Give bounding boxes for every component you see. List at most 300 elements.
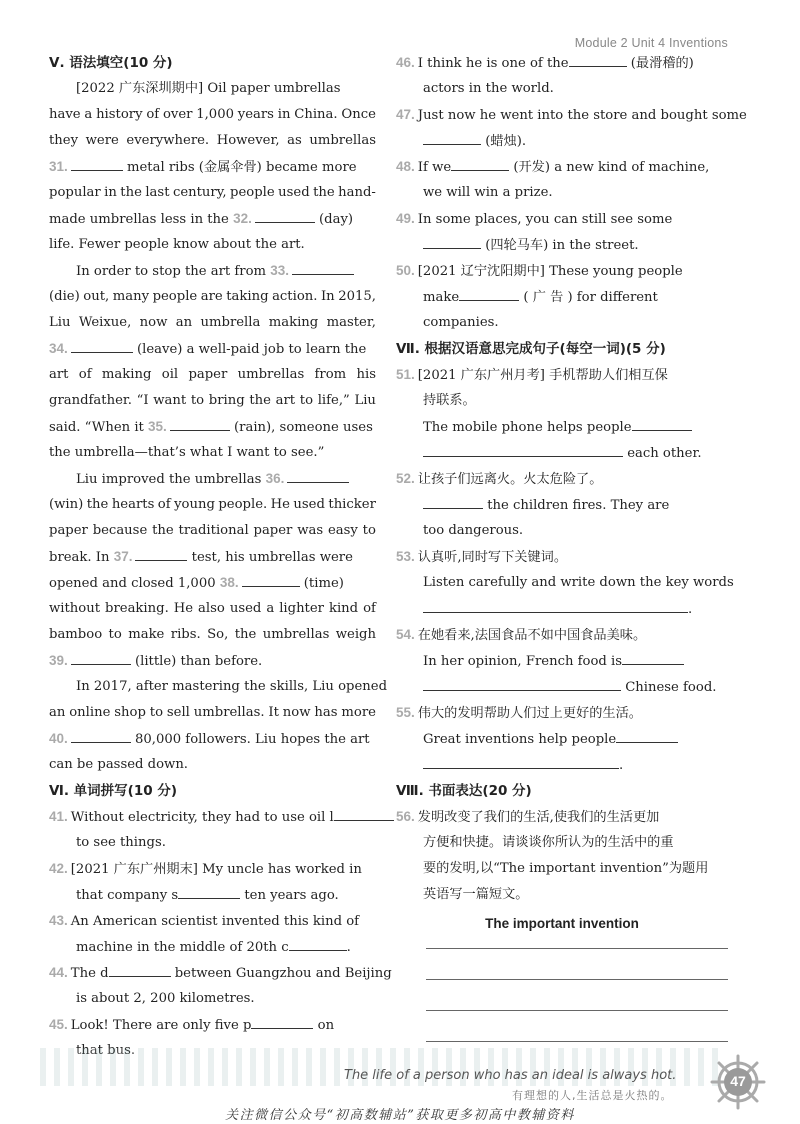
word: to xyxy=(362,523,376,538)
left-line xyxy=(49,340,376,359)
left-line xyxy=(49,678,388,696)
answer-blank[interactable] xyxy=(135,548,187,561)
question-number: 33. xyxy=(270,263,290,278)
answer-blank[interactable] xyxy=(71,158,123,171)
passage-text: Chinese food. xyxy=(621,680,717,695)
answer-blank[interactable] xyxy=(178,886,240,899)
question-number: 42. xyxy=(49,861,68,876)
right-line xyxy=(396,860,728,878)
word: make xyxy=(128,627,165,642)
word: He xyxy=(270,497,290,512)
word: paper xyxy=(253,523,293,538)
answer-blank[interactable] xyxy=(109,964,171,977)
passage-text: In order to stop the art from xyxy=(76,264,271,279)
answer-blank[interactable] xyxy=(242,574,300,587)
word: So, xyxy=(207,627,229,642)
passage-text: companies. xyxy=(423,315,499,330)
word: China. xyxy=(294,107,338,122)
passage-text: In her opinion, French food is xyxy=(423,654,623,669)
word: weigh xyxy=(335,627,376,642)
right-line xyxy=(396,886,728,904)
word: popular xyxy=(49,185,101,200)
right-line xyxy=(396,704,728,723)
word: to xyxy=(149,705,164,720)
word: of xyxy=(363,601,376,616)
left-line xyxy=(49,210,376,229)
section-heading: Ⅴ. 语法填空(10 分) xyxy=(49,55,173,71)
passage-text xyxy=(49,522,376,540)
word: It xyxy=(268,705,279,720)
question-number: 39. xyxy=(49,653,68,668)
right-line xyxy=(396,418,728,437)
passage-text: said. “When it xyxy=(49,420,149,435)
right-line xyxy=(396,54,728,73)
passage-text: 持联系。 xyxy=(423,393,476,408)
essay-title: The important invention xyxy=(485,916,639,931)
question-number: 53. xyxy=(396,549,415,564)
left-line xyxy=(49,548,376,567)
word: making xyxy=(268,315,319,330)
answer-blank[interactable] xyxy=(255,210,315,223)
question-number: 43. xyxy=(49,913,68,928)
right-line xyxy=(396,132,728,151)
word: He xyxy=(173,601,194,616)
passage-text: Liu improved the umbrellas xyxy=(76,472,266,487)
word: are xyxy=(200,289,223,304)
word: has xyxy=(314,705,338,720)
word: art xyxy=(275,393,296,408)
question-number: 41. xyxy=(49,809,68,824)
word: century, xyxy=(172,185,227,200)
question-number: 34. xyxy=(49,341,68,356)
passage-text: test, his umbrellas were xyxy=(187,550,353,565)
word: taking xyxy=(226,289,269,304)
word: the xyxy=(120,185,142,200)
word: oil xyxy=(161,367,179,382)
question-text: 让孩子们远离火。火太危险了。 xyxy=(417,472,603,487)
word: ribs. xyxy=(170,627,201,642)
word: out, xyxy=(83,289,110,304)
passage-text xyxy=(49,626,376,644)
question-number: 47. xyxy=(396,107,415,122)
word: a xyxy=(266,601,275,616)
answer-blank[interactable] xyxy=(71,730,131,743)
right-line xyxy=(396,106,747,125)
word: years xyxy=(237,107,274,122)
word: the xyxy=(249,393,271,408)
question-text: 伟大的发明帮助人们过上更好的生活。 xyxy=(417,706,642,721)
word: life,” xyxy=(317,393,350,408)
passage-text: . xyxy=(619,758,624,773)
question-text: If we xyxy=(417,160,452,175)
left-line xyxy=(49,964,392,983)
question-text: The d xyxy=(70,966,109,981)
word: shop xyxy=(114,705,146,720)
question-number: 31. xyxy=(49,159,68,174)
word: Liu xyxy=(49,315,71,330)
left-line xyxy=(49,262,376,281)
left-line xyxy=(49,470,376,489)
question-number: 55. xyxy=(396,705,415,720)
right-line xyxy=(396,548,728,567)
right-line xyxy=(396,80,728,98)
writing-line[interactable] xyxy=(426,948,728,949)
question-text: Just now he went into the store and bought some xyxy=(417,108,747,123)
page-header: Module 2 Unit 4 Inventions xyxy=(574,36,728,50)
word: an xyxy=(175,315,193,330)
page-number: 47 xyxy=(730,1073,746,1089)
passage-text xyxy=(49,704,376,722)
right-line xyxy=(396,600,728,619)
word: everywhere. xyxy=(126,133,210,148)
question-number: 46. xyxy=(396,55,415,70)
question-text: (little) than before. xyxy=(130,654,263,669)
question-text: 80,000 followers. Liu hopes the art xyxy=(130,732,370,747)
word: an xyxy=(49,705,66,720)
word: lighter xyxy=(279,601,324,616)
question-text: (leave) a well-paid job to learn the xyxy=(132,342,367,357)
question-text: [2021 广东广州月考] 手机帮助人们相互保 xyxy=(417,368,668,383)
writing-line[interactable] xyxy=(426,979,728,980)
word: umbrellas xyxy=(237,367,305,382)
word: However, xyxy=(216,133,280,148)
question-text: In some places, you can still see some xyxy=(417,212,673,227)
word: umbrella xyxy=(200,315,261,330)
word: online xyxy=(69,705,111,720)
word: hand- xyxy=(338,185,376,200)
passage-text: too dangerous. xyxy=(423,523,524,538)
left-line xyxy=(49,652,376,671)
word: of xyxy=(78,367,92,382)
passage-text: that bus. xyxy=(76,1043,136,1058)
word: the xyxy=(234,627,257,642)
left-line xyxy=(49,860,376,879)
passage-text: (time) xyxy=(299,576,344,591)
left-line xyxy=(49,574,376,593)
word: used xyxy=(229,601,262,616)
passage-text xyxy=(49,184,376,202)
question-number: 52. xyxy=(396,471,415,486)
answer-blank[interactable] xyxy=(423,600,688,613)
word: to xyxy=(108,627,122,642)
word: also xyxy=(198,601,225,616)
word: because xyxy=(92,523,148,538)
word: last xyxy=(145,185,170,200)
word: the xyxy=(86,497,109,512)
answer-blank[interactable] xyxy=(251,1016,313,1029)
word: of xyxy=(146,107,160,122)
question-number: 38. xyxy=(219,575,239,590)
passage-text: (day) xyxy=(314,212,354,227)
question-number: 45. xyxy=(49,1017,68,1032)
passage-text: In 2017, after mastering the skills, Liu opened xyxy=(76,679,388,694)
passage-text: make xyxy=(423,290,460,305)
section-heading: Ⅵ. 单词拼写(10 分) xyxy=(49,783,177,799)
left-line xyxy=(49,912,376,931)
passage-text: ten years ago. xyxy=(240,888,339,903)
question-text: (开发) a new kind of machine, xyxy=(509,160,710,175)
answer-blank[interactable] xyxy=(289,938,347,951)
left-line xyxy=(49,1016,376,1035)
passage-text: we will win a prize. xyxy=(423,185,553,200)
section-heading: Ⅷ. 书面表达(20 分) xyxy=(396,783,532,799)
passage-text: life. Fewer people know about the art. xyxy=(49,237,305,252)
answer-blank[interactable] xyxy=(71,652,131,665)
word: more xyxy=(341,705,376,720)
word: umbrellas. xyxy=(193,705,265,720)
passage-text: 英语写一篇短文。 xyxy=(423,887,529,902)
word: umbrellas xyxy=(309,133,376,148)
right-line xyxy=(396,262,728,281)
word: now xyxy=(282,705,311,720)
question-number: 56. xyxy=(396,809,415,824)
right-line xyxy=(396,652,728,671)
question-number: 49. xyxy=(396,211,415,226)
passage-text: Listen carefully and write down the key words xyxy=(423,575,734,590)
word: now xyxy=(139,315,168,330)
question-text: I think he is one of the xyxy=(417,56,569,71)
right-line xyxy=(396,756,728,775)
word: bring xyxy=(208,393,245,408)
question-text: Without electricity, they had to use oil l xyxy=(70,810,334,825)
writing-line[interactable] xyxy=(426,1041,728,1042)
word: his xyxy=(356,367,376,382)
word: Liu xyxy=(354,393,376,408)
passage-text: that company s xyxy=(76,888,179,903)
question-text: 认真听,同时写下关键词。 xyxy=(417,550,568,565)
right-line xyxy=(396,288,728,307)
word: as xyxy=(287,133,302,148)
word: in xyxy=(277,107,291,122)
word: easy xyxy=(327,523,358,538)
word: a xyxy=(84,107,93,122)
passage-text: can be passed down. xyxy=(49,757,189,772)
question-text: between Guangzhou and Beijing xyxy=(170,966,392,981)
word: sell xyxy=(166,705,190,720)
word: many xyxy=(112,289,150,304)
passage-text: opened and closed 1,000 xyxy=(49,576,220,591)
answer-blank[interactable] xyxy=(622,652,684,665)
question-text: Look! There are only five p xyxy=(70,1018,252,1033)
word: people xyxy=(230,185,275,200)
passage-text: (rain), someone uses xyxy=(229,420,373,435)
word: to xyxy=(299,393,314,408)
word: breaking. xyxy=(105,601,169,616)
question-number: 32. xyxy=(233,211,252,226)
question-text: metal ribs (金属伞骨) became more xyxy=(122,160,357,175)
word: umbrellas xyxy=(262,627,330,642)
answer-blank[interactable] xyxy=(292,262,354,275)
question-text: [2021 辽宁沈阳期中] These young people xyxy=(417,264,683,279)
passage-text: is about 2, 200 kilometres. xyxy=(76,991,255,1006)
left-line xyxy=(49,990,376,1008)
answer-blank[interactable] xyxy=(423,678,621,691)
word: the xyxy=(313,185,335,200)
question-number: 54. xyxy=(396,627,415,642)
passage-text: 要的发明,以“The important invention”为题用 xyxy=(423,861,709,876)
word: thicker xyxy=(328,497,376,512)
left-line xyxy=(49,444,376,462)
answer-blank[interactable] xyxy=(451,158,509,171)
passage-text: . xyxy=(688,602,693,617)
question-number: 51. xyxy=(396,367,415,382)
passage-text: The mobile phone helps people xyxy=(423,420,632,435)
question-number: 40. xyxy=(49,731,68,746)
word: of xyxy=(157,497,171,512)
left-line xyxy=(49,834,376,852)
right-line xyxy=(396,470,728,489)
writing-line[interactable] xyxy=(426,1010,728,1011)
passage-text: (蜡烛). xyxy=(481,134,527,149)
passage-text xyxy=(49,132,376,150)
answer-blank[interactable] xyxy=(423,444,623,457)
passage-text xyxy=(49,314,376,332)
answer-blank[interactable] xyxy=(71,340,133,353)
left-line xyxy=(49,756,376,774)
word: grandfather. xyxy=(49,393,132,408)
word: 1,000 xyxy=(196,107,234,122)
left-line xyxy=(49,80,376,98)
passage-text: machine in the middle of 20th c xyxy=(76,940,289,955)
answer-blank[interactable] xyxy=(632,418,692,431)
question-text: 在她看来,法国食品不如中国食品美味。 xyxy=(417,628,647,643)
left-line xyxy=(49,158,376,177)
word: (win) xyxy=(49,497,84,512)
question-number: 44. xyxy=(49,965,68,980)
word: have xyxy=(49,107,81,122)
word: (die) xyxy=(49,289,80,304)
passage-text: (四轮马车) in the street. xyxy=(481,238,639,253)
passage-text: actors in the world. xyxy=(423,81,554,96)
left-line xyxy=(49,730,376,749)
question-number: 48. xyxy=(396,159,415,174)
passage-text: the umbrella—that’s what I want to see.” xyxy=(49,445,325,460)
right-line xyxy=(396,522,728,540)
passage-text xyxy=(49,392,376,410)
right-line xyxy=(396,834,728,852)
word: kind xyxy=(328,601,359,616)
word: art xyxy=(49,367,69,382)
answer-blank[interactable] xyxy=(423,236,481,249)
question-text: 发明改变了我们的生活,使我们的生活更加 xyxy=(417,810,660,825)
left-line xyxy=(49,418,376,437)
word: In xyxy=(320,289,335,304)
word: hearts xyxy=(111,497,155,512)
bottom-note: 关注微信公众号“初高数辅站”获取更多初高中教辅资料 xyxy=(225,1108,575,1123)
answer-blank[interactable] xyxy=(569,54,627,67)
word: young xyxy=(174,497,215,512)
word: people. xyxy=(218,497,268,512)
answer-blank[interactable] xyxy=(616,730,678,743)
passage-text: made umbrellas less in the xyxy=(49,212,234,227)
right-line xyxy=(396,314,728,332)
word: “I xyxy=(136,393,149,408)
word: the xyxy=(152,523,174,538)
word: traditional xyxy=(178,523,249,538)
word: from xyxy=(314,367,347,382)
passage-text xyxy=(49,366,376,384)
word: in xyxy=(104,185,117,200)
word: want xyxy=(153,393,187,408)
word: paper xyxy=(188,367,228,382)
word: master, xyxy=(326,315,376,330)
answer-blank[interactable] xyxy=(423,756,619,769)
passage-text xyxy=(49,496,376,514)
right-line xyxy=(396,236,728,255)
word: to xyxy=(190,393,205,408)
passage-text: [2022 广东深圳期中] Oil paper umbrellas xyxy=(76,81,341,96)
footer-quote-en: The life of a person who has an ideal is always hot. xyxy=(344,1068,677,1083)
left-line xyxy=(49,938,376,957)
passage-text xyxy=(49,600,376,618)
answer-blank[interactable] xyxy=(170,418,230,431)
answer-blank[interactable] xyxy=(459,288,519,301)
right-line xyxy=(396,210,728,229)
word: was xyxy=(297,523,324,538)
right-line xyxy=(396,184,728,202)
page-number-badge xyxy=(710,1054,766,1110)
right-line xyxy=(396,444,728,463)
passage-text: 方便和快捷。请谈谈你所认为的生活中的重 xyxy=(423,835,674,850)
word: without xyxy=(49,601,101,616)
left-line xyxy=(49,886,376,905)
left-line xyxy=(49,808,376,827)
right-line xyxy=(396,158,728,177)
word: used xyxy=(293,497,325,512)
right-line xyxy=(396,626,728,645)
word: were xyxy=(85,133,119,148)
word: action. xyxy=(272,289,318,304)
passage-text: the children fires. They are xyxy=(483,498,670,513)
right-line xyxy=(396,808,728,827)
footer-quote-cn: 有理想的人,生活总是火热的。 xyxy=(512,1089,673,1102)
word: bamboo xyxy=(49,627,103,642)
answer-blank[interactable] xyxy=(423,132,481,145)
word: people xyxy=(152,289,198,304)
passage-text: Great inventions help people xyxy=(423,732,617,747)
right-line xyxy=(396,392,728,410)
passage-text: ( 广 告 ) for different xyxy=(519,290,658,305)
question-number: 50. xyxy=(396,263,415,278)
passage-text: to see things. xyxy=(76,835,166,850)
right-line xyxy=(396,366,728,385)
answer-blank[interactable] xyxy=(334,808,394,821)
word: 2015, xyxy=(338,289,376,304)
answer-blank[interactable] xyxy=(423,496,483,509)
passage-text xyxy=(49,288,376,306)
passage-text: . xyxy=(346,940,351,955)
question-text: on xyxy=(313,1018,335,1033)
answer-blank[interactable] xyxy=(287,470,349,483)
right-line xyxy=(396,730,728,749)
question-number: 36. xyxy=(265,471,285,486)
passage-text xyxy=(49,106,376,124)
right-line xyxy=(396,678,728,697)
left-line xyxy=(49,236,376,254)
word: used xyxy=(278,185,310,200)
word: making xyxy=(101,367,152,382)
word: Weixue, xyxy=(78,315,132,330)
section-heading: Ⅶ. 根据汉语意思完成句子(每空一词)(5 分) xyxy=(396,341,666,357)
word: Once xyxy=(341,107,376,122)
question-text: (最滑稽的) xyxy=(626,56,694,71)
passage-text: break. In xyxy=(49,550,114,565)
question-text: [2021 广东广州期末] My uncle has worked in xyxy=(70,862,362,877)
passage-text: each other. xyxy=(623,446,702,461)
question-number: 37. xyxy=(113,549,133,564)
word: history xyxy=(96,107,143,122)
right-line xyxy=(396,574,734,592)
